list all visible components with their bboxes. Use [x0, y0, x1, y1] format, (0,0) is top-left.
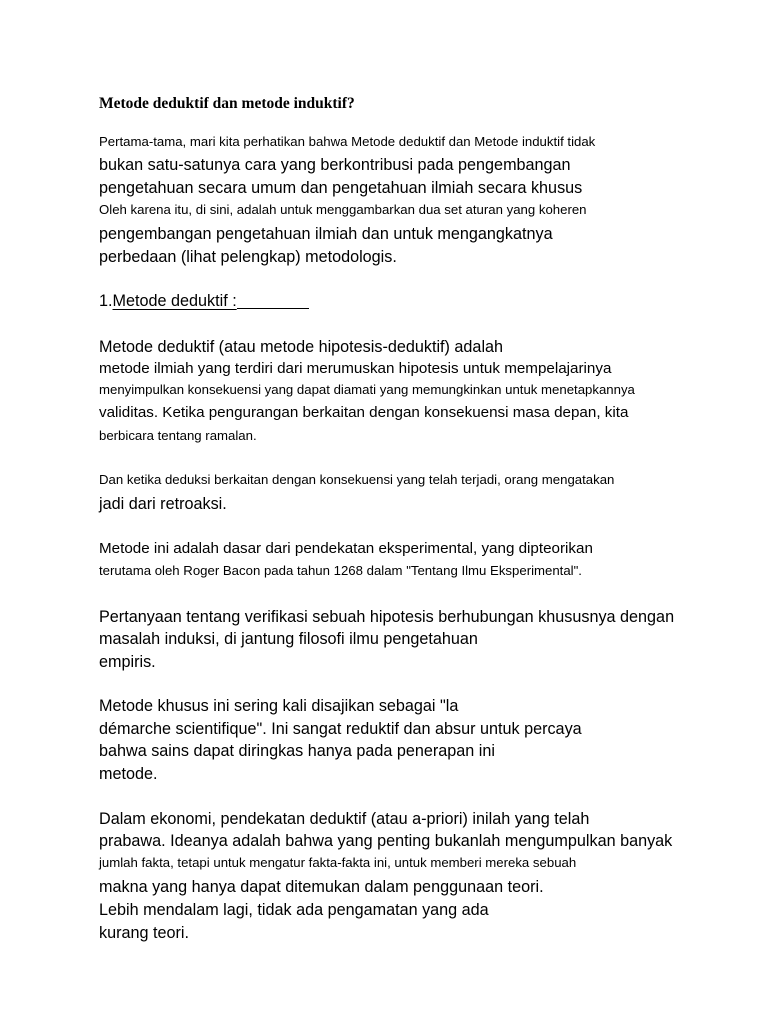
document-title: Metode deduktif dan metode induktif? [99, 95, 355, 112]
paragraph-line: makna yang hanya dapat ditemukan dalam penggunaan teori. [99, 878, 544, 896]
paragraph-line: démarche scientifique". Ini sangat reduktif dan absur untuk percaya [99, 720, 582, 738]
paragraph-line: Dalam ekonomi, pendekatan deduktif (atau a-priori) inilah yang telah [99, 810, 590, 828]
section-label: Metode deduktif : [112, 292, 237, 310]
paragraph-line: prabawa. Ideanya adalah bahwa yang penting bukanlah mengumpulkan banyak [99, 832, 673, 850]
paragraph-line: Metode deduktif (atau metode hipotesis-deduktif) adalah [99, 338, 504, 356]
paragraph-line: metode ilmiah yang terdiri dari merumuskan hipotesis untuk mempelajarinya [99, 360, 612, 377]
paragraph-line: pengetahuan secara umum dan pengetahuan ilmiah secara khusus [99, 179, 583, 197]
paragraph-line: bahwa sains dapat diringkas hanya pada penerapan ini [99, 742, 495, 760]
paragraph-line: terutama oleh Roger Bacon pada tahun 1268 dalam "Tentang Ilmu Eksperimental". [99, 563, 582, 578]
paragraph-line: metode. [99, 765, 158, 783]
paragraph-line: kurang teori. [99, 924, 189, 942]
paragraph-line: menyimpulkan konsekuensi yang dapat diamati yang memungkinkan untuk menetapkannya [99, 382, 635, 397]
paragraph-line: Metode ini adalah dasar dari pendekatan eksperimental, yang dipteorikan [99, 540, 593, 557]
paragraph-line: validitas. Ketika pengurangan berkaitan dengan konsekuensi masa depan, kita [99, 404, 629, 421]
paragraph-line: Oleh karena itu, di sini, adalah untuk menggambarkan dua set aturan yang koheren [99, 202, 587, 217]
underline-blank [237, 307, 309, 309]
paragraph-line: berbicara tentang ramalan. [99, 428, 257, 443]
paragraph-line: jadi dari retroaksi. [99, 495, 227, 513]
paragraph-line: perbedaan (lihat pelengkap) metodologis. [99, 248, 397, 266]
paragraph-line: bukan satu-satunya cara yang berkontribusi pada pengembangan [99, 156, 571, 174]
section-number: 1. [99, 292, 113, 310]
section-heading [99, 292, 309, 311]
paragraph-line: empiris. [99, 653, 156, 671]
paragraph-line: masalah induksi, di jantung filosofi ilmu pengetahuan [99, 630, 478, 648]
paragraph-line: Pertama-tama, mari kita perhatikan bahwa Metode deduktif dan Metode induktif tidak [99, 134, 596, 149]
paragraph-line: jumlah fakta, tetapi untuk mengatur fakta-fakta ini, untuk memberi mereka sebuah [99, 855, 577, 870]
paragraph-line: Pertanyaan tentang verifikasi sebuah hipotesis berhubungan khususnya dengan [99, 608, 675, 626]
paragraph-line: Dan ketika deduksi berkaitan dengan konsekuensi yang telah terjadi, orang mengatakan [99, 472, 615, 487]
paragraph-line: pengembangan pengetahuan ilmiah dan untuk mengangkatnya [99, 225, 553, 243]
paragraph-line: Lebih mendalam lagi, tidak ada pengamatan yang ada [99, 901, 489, 919]
paragraph-line: Metode khusus ini sering kali disajikan sebagai "la [99, 697, 459, 715]
